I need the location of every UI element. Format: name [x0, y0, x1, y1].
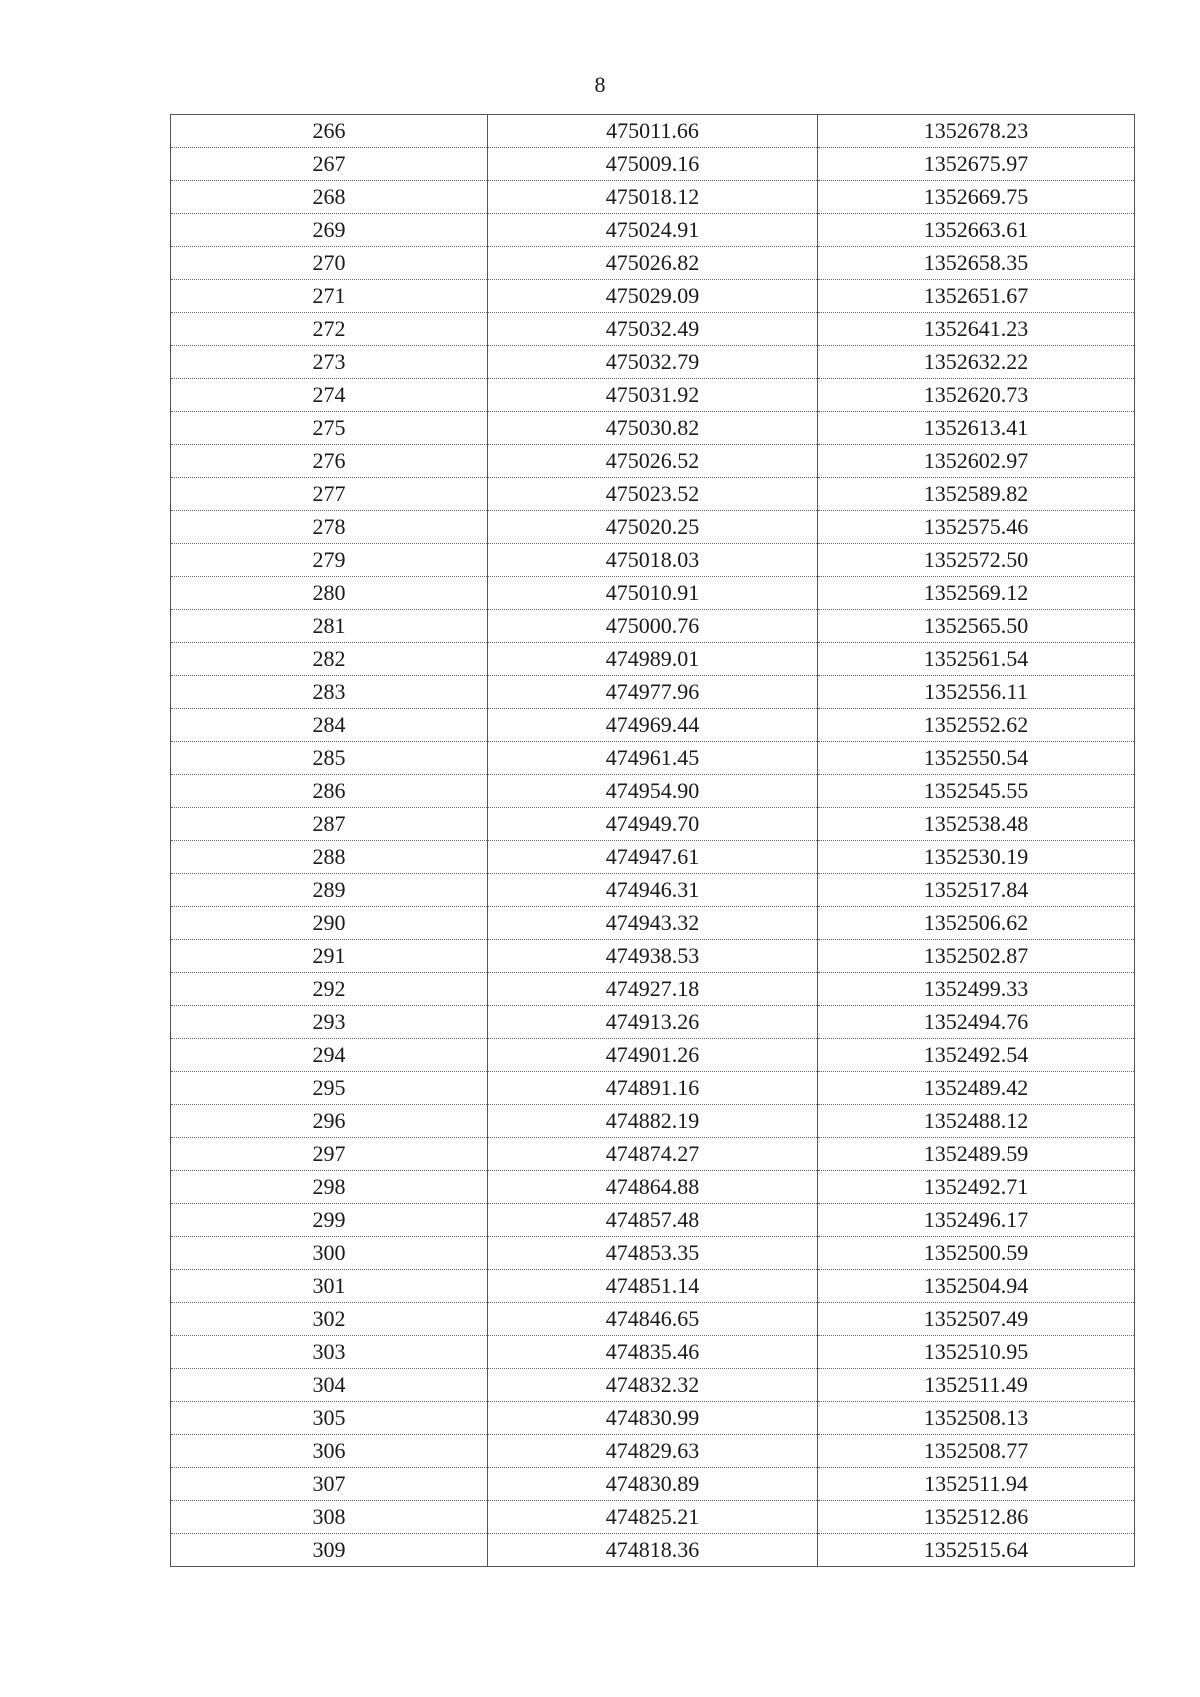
table-row — [171, 511, 1135, 544]
x-coordinate-cell: 475018.03 — [488, 544, 818, 577]
x-coordinate-cell: 474927.18 — [488, 973, 818, 1006]
point-number-cell: 295 — [171, 1072, 488, 1105]
y-coordinate-cell: 1352613.41 — [818, 412, 1135, 445]
y-coordinate-cell: 1352507.49 — [818, 1303, 1135, 1336]
x-coordinate-cell: 475032.49 — [488, 313, 818, 346]
point-number-cell: 303 — [171, 1336, 488, 1369]
table-row — [171, 709, 1135, 742]
table-row — [171, 412, 1135, 445]
table-row — [171, 1006, 1135, 1039]
x-coordinate-cell: 474835.46 — [488, 1336, 818, 1369]
y-coordinate-cell: 1352550.54 — [818, 742, 1135, 775]
y-coordinate-cell: 1352561.54 — [818, 643, 1135, 676]
y-coordinate-cell: 1352508.77 — [818, 1435, 1135, 1468]
point-number-cell: 302 — [171, 1303, 488, 1336]
x-coordinate-cell: 474882.19 — [488, 1105, 818, 1138]
table-row — [171, 775, 1135, 808]
y-coordinate-cell: 1352510.95 — [818, 1336, 1135, 1369]
x-coordinate-cell: 474913.26 — [488, 1006, 818, 1039]
table-row — [171, 940, 1135, 973]
y-coordinate-cell: 1352494.76 — [818, 1006, 1135, 1039]
y-coordinate-cell: 1352545.55 — [818, 775, 1135, 808]
y-coordinate-cell: 1352489.42 — [818, 1072, 1135, 1105]
table-row — [171, 874, 1135, 907]
table-row — [171, 742, 1135, 775]
y-coordinate-cell: 1352517.84 — [818, 874, 1135, 907]
y-coordinate-cell: 1352602.97 — [818, 445, 1135, 478]
y-coordinate-cell: 1352504.94 — [818, 1270, 1135, 1303]
table-row — [171, 280, 1135, 313]
y-coordinate-cell: 1352492.54 — [818, 1039, 1135, 1072]
x-coordinate-cell: 475030.82 — [488, 412, 818, 445]
table-row — [171, 1138, 1135, 1171]
point-number-cell: 296 — [171, 1105, 488, 1138]
x-coordinate-cell: 474989.01 — [488, 643, 818, 676]
x-coordinate-cell: 474977.96 — [488, 676, 818, 709]
point-number-cell: 274 — [171, 379, 488, 412]
x-coordinate-cell: 474946.31 — [488, 874, 818, 907]
table-row — [171, 445, 1135, 478]
x-coordinate-cell: 474954.90 — [488, 775, 818, 808]
x-coordinate-cell: 474949.70 — [488, 808, 818, 841]
y-coordinate-cell: 1352492.71 — [818, 1171, 1135, 1204]
point-number-cell: 294 — [171, 1039, 488, 1072]
x-coordinate-cell: 474947.61 — [488, 841, 818, 874]
point-number-cell: 301 — [171, 1270, 488, 1303]
y-coordinate-cell: 1352663.61 — [818, 214, 1135, 247]
y-coordinate-cell: 1352589.82 — [818, 478, 1135, 511]
point-number-cell: 290 — [171, 907, 488, 940]
x-coordinate-cell: 474864.88 — [488, 1171, 818, 1204]
y-coordinate-cell: 1352506.62 — [818, 907, 1135, 940]
x-coordinate-cell: 475018.12 — [488, 181, 818, 214]
point-number-cell: 273 — [171, 346, 488, 379]
point-number-cell: 268 — [171, 181, 488, 214]
table-row — [171, 115, 1135, 148]
y-coordinate-cell: 1352575.46 — [818, 511, 1135, 544]
y-coordinate-cell: 1352669.75 — [818, 181, 1135, 214]
table-row — [171, 808, 1135, 841]
x-coordinate-cell: 475024.91 — [488, 214, 818, 247]
y-coordinate-cell: 1352569.12 — [818, 577, 1135, 610]
x-coordinate-cell: 475029.09 — [488, 280, 818, 313]
table-row — [171, 313, 1135, 346]
y-coordinate-cell: 1352508.13 — [818, 1402, 1135, 1435]
x-coordinate-cell: 474901.26 — [488, 1039, 818, 1072]
x-coordinate-cell: 474891.16 — [488, 1072, 818, 1105]
x-coordinate-cell: 474830.99 — [488, 1402, 818, 1435]
table-row — [171, 544, 1135, 577]
table-row — [171, 1435, 1135, 1468]
table-row — [171, 1039, 1135, 1072]
y-coordinate-cell: 1352678.23 — [818, 115, 1135, 148]
x-coordinate-cell: 474825.21 — [488, 1501, 818, 1534]
y-coordinate-cell: 1352512.86 — [818, 1501, 1135, 1534]
y-coordinate-cell: 1352632.22 — [818, 346, 1135, 379]
x-coordinate-cell: 474943.32 — [488, 907, 818, 940]
y-coordinate-cell: 1352572.50 — [818, 544, 1135, 577]
y-coordinate-cell: 1352651.67 — [818, 280, 1135, 313]
point-number-cell: 305 — [171, 1402, 488, 1435]
x-coordinate-cell: 474961.45 — [488, 742, 818, 775]
table-row — [171, 1468, 1135, 1501]
table-row — [171, 643, 1135, 676]
x-coordinate-cell: 474874.27 — [488, 1138, 818, 1171]
table-row — [171, 1402, 1135, 1435]
table-row — [171, 1336, 1135, 1369]
table-row — [171, 1534, 1135, 1567]
table-row — [171, 214, 1135, 247]
y-coordinate-cell: 1352556.11 — [818, 676, 1135, 709]
point-number-cell: 304 — [171, 1369, 488, 1402]
point-number-cell: 271 — [171, 280, 488, 313]
y-coordinate-cell: 1352500.59 — [818, 1237, 1135, 1270]
x-coordinate-cell: 475031.92 — [488, 379, 818, 412]
coordinate-table-body — [171, 115, 1135, 1567]
point-number-cell: 277 — [171, 478, 488, 511]
table-row — [171, 1204, 1135, 1237]
point-number-cell: 300 — [171, 1237, 488, 1270]
point-number-cell: 266 — [171, 115, 488, 148]
x-coordinate-cell: 474938.53 — [488, 940, 818, 973]
x-coordinate-cell: 475009.16 — [488, 148, 818, 181]
point-number-cell: 279 — [171, 544, 488, 577]
x-coordinate-cell: 475026.52 — [488, 445, 818, 478]
y-coordinate-cell: 1352530.19 — [818, 841, 1135, 874]
table-row — [171, 1171, 1135, 1204]
x-coordinate-cell: 474851.14 — [488, 1270, 818, 1303]
x-coordinate-cell: 475032.79 — [488, 346, 818, 379]
table-row — [171, 346, 1135, 379]
y-coordinate-cell: 1352489.59 — [818, 1138, 1135, 1171]
table-row — [171, 181, 1135, 214]
page-number: 8 — [594, 72, 606, 97]
x-coordinate-cell: 474846.65 — [488, 1303, 818, 1336]
y-coordinate-cell: 1352502.87 — [818, 940, 1135, 973]
point-number-cell: 297 — [171, 1138, 488, 1171]
point-number-cell: 267 — [171, 148, 488, 181]
table-row — [171, 1072, 1135, 1105]
x-coordinate-cell: 474969.44 — [488, 709, 818, 742]
table-row — [171, 379, 1135, 412]
table-row — [171, 907, 1135, 940]
x-coordinate-cell: 475026.82 — [488, 247, 818, 280]
table-row — [171, 1270, 1135, 1303]
point-number-cell: 286 — [171, 775, 488, 808]
point-number-cell: 288 — [171, 841, 488, 874]
y-coordinate-cell: 1352488.12 — [818, 1105, 1135, 1138]
x-coordinate-cell: 475023.52 — [488, 478, 818, 511]
table-row — [171, 1369, 1135, 1402]
x-coordinate-cell: 474829.63 — [488, 1435, 818, 1468]
point-number-cell: 282 — [171, 643, 488, 676]
table-row — [171, 1501, 1135, 1534]
table-row — [171, 577, 1135, 610]
point-number-cell: 285 — [171, 742, 488, 775]
table-row — [171, 973, 1135, 1006]
table-row — [171, 1303, 1135, 1336]
point-number-cell: 270 — [171, 247, 488, 280]
y-coordinate-cell: 1352511.49 — [818, 1369, 1135, 1402]
point-number-cell: 275 — [171, 412, 488, 445]
x-coordinate-cell: 474832.32 — [488, 1369, 818, 1402]
table-row — [171, 676, 1135, 709]
point-number-cell: 299 — [171, 1204, 488, 1237]
table-row — [171, 841, 1135, 874]
y-coordinate-cell: 1352511.94 — [818, 1468, 1135, 1501]
point-number-cell: 272 — [171, 313, 488, 346]
y-coordinate-cell: 1352499.33 — [818, 973, 1135, 1006]
point-number-cell: 306 — [171, 1435, 488, 1468]
x-coordinate-cell: 474853.35 — [488, 1237, 818, 1270]
point-number-cell: 292 — [171, 973, 488, 1006]
y-coordinate-cell: 1352675.97 — [818, 148, 1135, 181]
y-coordinate-cell: 1352565.50 — [818, 610, 1135, 643]
x-coordinate-cell: 475020.25 — [488, 511, 818, 544]
point-number-cell: 308 — [171, 1501, 488, 1534]
table-row — [171, 610, 1135, 643]
y-coordinate-cell: 1352496.17 — [818, 1204, 1135, 1237]
y-coordinate-cell: 1352620.73 — [818, 379, 1135, 412]
point-number-cell: 307 — [171, 1468, 488, 1501]
y-coordinate-cell: 1352515.64 — [818, 1534, 1135, 1567]
y-coordinate-cell: 1352538.48 — [818, 808, 1135, 841]
x-coordinate-cell: 474830.89 — [488, 1468, 818, 1501]
point-number-cell: 281 — [171, 610, 488, 643]
y-coordinate-cell: 1352552.62 — [818, 709, 1135, 742]
x-coordinate-cell: 474818.36 — [488, 1534, 818, 1567]
point-number-cell: 280 — [171, 577, 488, 610]
point-number-cell: 283 — [171, 676, 488, 709]
point-number-cell: 284 — [171, 709, 488, 742]
point-number-cell: 291 — [171, 940, 488, 973]
table-row — [171, 247, 1135, 280]
y-coordinate-cell: 1352658.35 — [818, 247, 1135, 280]
point-number-cell: 289 — [171, 874, 488, 907]
point-number-cell: 269 — [171, 214, 488, 247]
table-row — [171, 1105, 1135, 1138]
table-row — [171, 1237, 1135, 1270]
point-number-cell: 278 — [171, 511, 488, 544]
point-number-cell: 276 — [171, 445, 488, 478]
x-coordinate-cell: 474857.48 — [488, 1204, 818, 1237]
point-number-cell: 293 — [171, 1006, 488, 1039]
x-coordinate-cell: 475010.91 — [488, 577, 818, 610]
x-coordinate-cell: 475000.76 — [488, 610, 818, 643]
table-row — [171, 478, 1135, 511]
coordinate-table — [170, 114, 1135, 1567]
point-number-cell: 298 — [171, 1171, 488, 1204]
table-row — [171, 148, 1135, 181]
point-number-cell: 287 — [171, 808, 488, 841]
y-coordinate-cell: 1352641.23 — [818, 313, 1135, 346]
x-coordinate-cell: 475011.66 — [488, 115, 818, 148]
point-number-cell: 309 — [171, 1534, 488, 1567]
